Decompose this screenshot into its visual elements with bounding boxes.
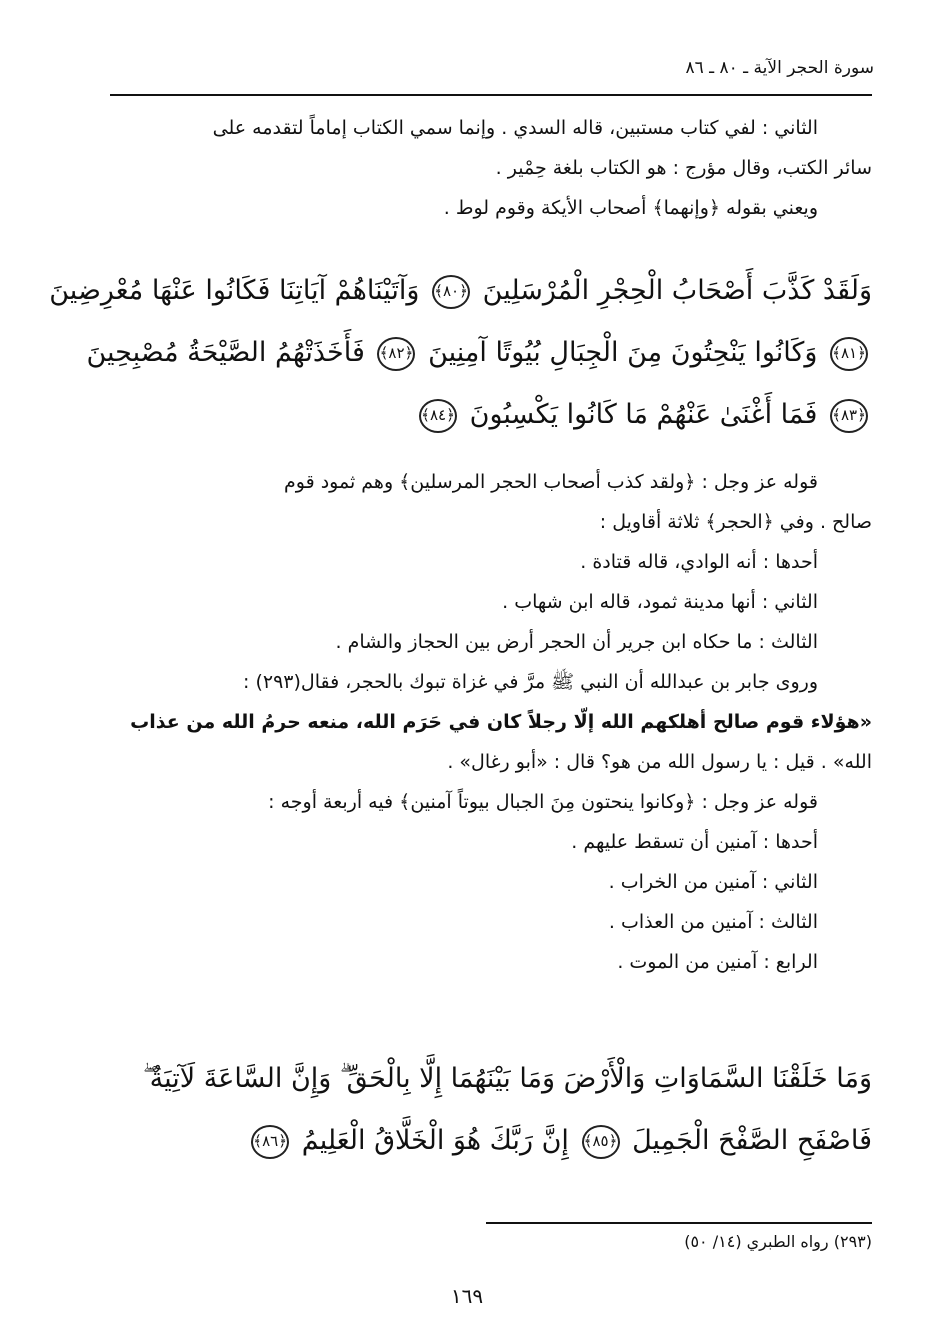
page-number: ١٦٩ <box>450 1284 484 1308</box>
text-line: سائر الكتب، وقال مؤرج : هو الكتاب بلغة حِمْير . <box>495 157 872 179</box>
text-line: صالح . وفي ﴿الحجر﴾ ثلاثة أقاويل : <box>599 511 872 533</box>
quran-verse-block-2 <box>120 1050 872 1174</box>
verse-line <box>49 262 872 324</box>
header-divider <box>110 94 872 96</box>
ayah-number-marker: ﴿٨٠﴾ <box>432 275 470 309</box>
verse-text: فَأَخَذَتْهُمُ الصَّيْحَةُ مُصْبِحِينَ <box>86 337 365 368</box>
text-line: قوله عز وجل : ﴿وكانوا ينحتون مِنَ الجبال بيوتاً آمنين﴾ فيه أربعة أوجه : <box>268 791 818 813</box>
hadith-line: «هؤلاء قوم صالح أهلكهم الله إلّا رجلاً كان في حَرَم الله، منعه حرمُ الله من عذاب <box>130 711 872 733</box>
verse-line <box>120 1050 872 1112</box>
text-line: أحدها : أنه الوادي، قاله قتادة . <box>580 551 818 573</box>
verse-line <box>86 324 872 386</box>
text-line: الثاني : آمنين من الخراب . <box>608 871 818 893</box>
verse-line <box>120 1112 872 1174</box>
text-line: الثاني : لفي كتاب مستبين، قاله السدي . وإنما سمي الكتاب إماماً لتقدمه على <box>212 117 818 139</box>
ayah-number-marker: ﴿٨٥﴾ <box>582 1125 620 1159</box>
verse-text: فَمَا أَغْنَىٰ عَنْهُمْ مَا كَانُوا يَكْسِبُونَ <box>469 399 818 430</box>
commentary-paragraph-2 <box>120 462 872 982</box>
ayah-number-marker: ﴿٨٦﴾ <box>251 1125 289 1159</box>
text-line: ويعني بقوله ﴿وإنهما﴾ أصحاب الأيكة وقوم لوط . <box>443 197 818 219</box>
footnote-divider <box>486 1222 872 1224</box>
text-line: الله» . قيل : يا رسول الله من هو؟ قال : «أبو رغال» . <box>447 751 872 773</box>
text-line: الثالث : ما حكاه ابن جرير أن الحجر أرض بين الحجاز والشام . <box>335 631 818 653</box>
ayah-number-marker: ﴿٨١﴾ <box>830 337 868 371</box>
text-line: قوله عز وجل : ﴿ولقد كذب أصحاب الحجر المرسلين﴾ وهم ثمود قوم <box>284 471 818 493</box>
verse-line <box>120 386 872 448</box>
verse-text: إِنَّ رَبَّكَ هُوَ الْخَلَّاقُ الْعَلِيمُ <box>301 1125 569 1156</box>
verse-text: وَلَقَدْ كَذَّبَ أَصْحَابُ الْحِجْرِ الْمُرْسَلِينَ <box>482 275 872 306</box>
footnote: (٢٩٣) رواه الطبري (١٤/ ٥٠) <box>684 1232 872 1251</box>
ayah-number-marker: ﴿٨٤﴾ <box>419 399 457 433</box>
text-line: الثاني : أنها مدينة ثمود، قاله ابن شهاب . <box>502 591 818 613</box>
verse-text: فَاصْفَحِ الصَّفْحَ الْجَمِيلَ <box>632 1125 872 1156</box>
ayah-number-marker: ﴿٨٢﴾ <box>377 337 415 371</box>
text-line: الرابع : آمنين من الموت . <box>617 951 818 973</box>
verse-text: وَمَا خَلَقْنَا السَّمَاوَاتِ وَالْأَرْضَ وَمَا بَيْنَهُمَا إِلَّا بِالْحَقِّ ۗ وَإِنَّ السَّاعَةَ لَآتِيَةٌ ۖ <box>142 1063 872 1094</box>
text-line: أحدها : آمنين أن تسقط عليهم . <box>571 831 818 853</box>
quran-verse-block-1 <box>49 262 872 448</box>
running-header: سورة الحجر الآية ـ ٨٠ ـ ٨٦ <box>685 58 874 78</box>
commentary-paragraph-1 <box>120 108 872 228</box>
text-line: وروى جابر بن عبدالله أن النبي ﷺ مرَّ في غزاة تبوك بالحجر، فقال(٢٩٣) : <box>243 671 818 693</box>
text-line: الثالث : آمنين من العذاب . <box>608 911 818 933</box>
verse-text: وَكَانُوا يَنْحِتُونَ مِنَ الْجِبَالِ بُيُوتًا آمِنِينَ <box>428 337 818 368</box>
verse-text: وَآتَيْنَاهُمْ آيَاتِنَا فَكَانُوا عَنْهَا مُعْرِضِينَ <box>49 275 420 306</box>
ayah-number-marker: ﴿٨٣﴾ <box>830 399 868 433</box>
